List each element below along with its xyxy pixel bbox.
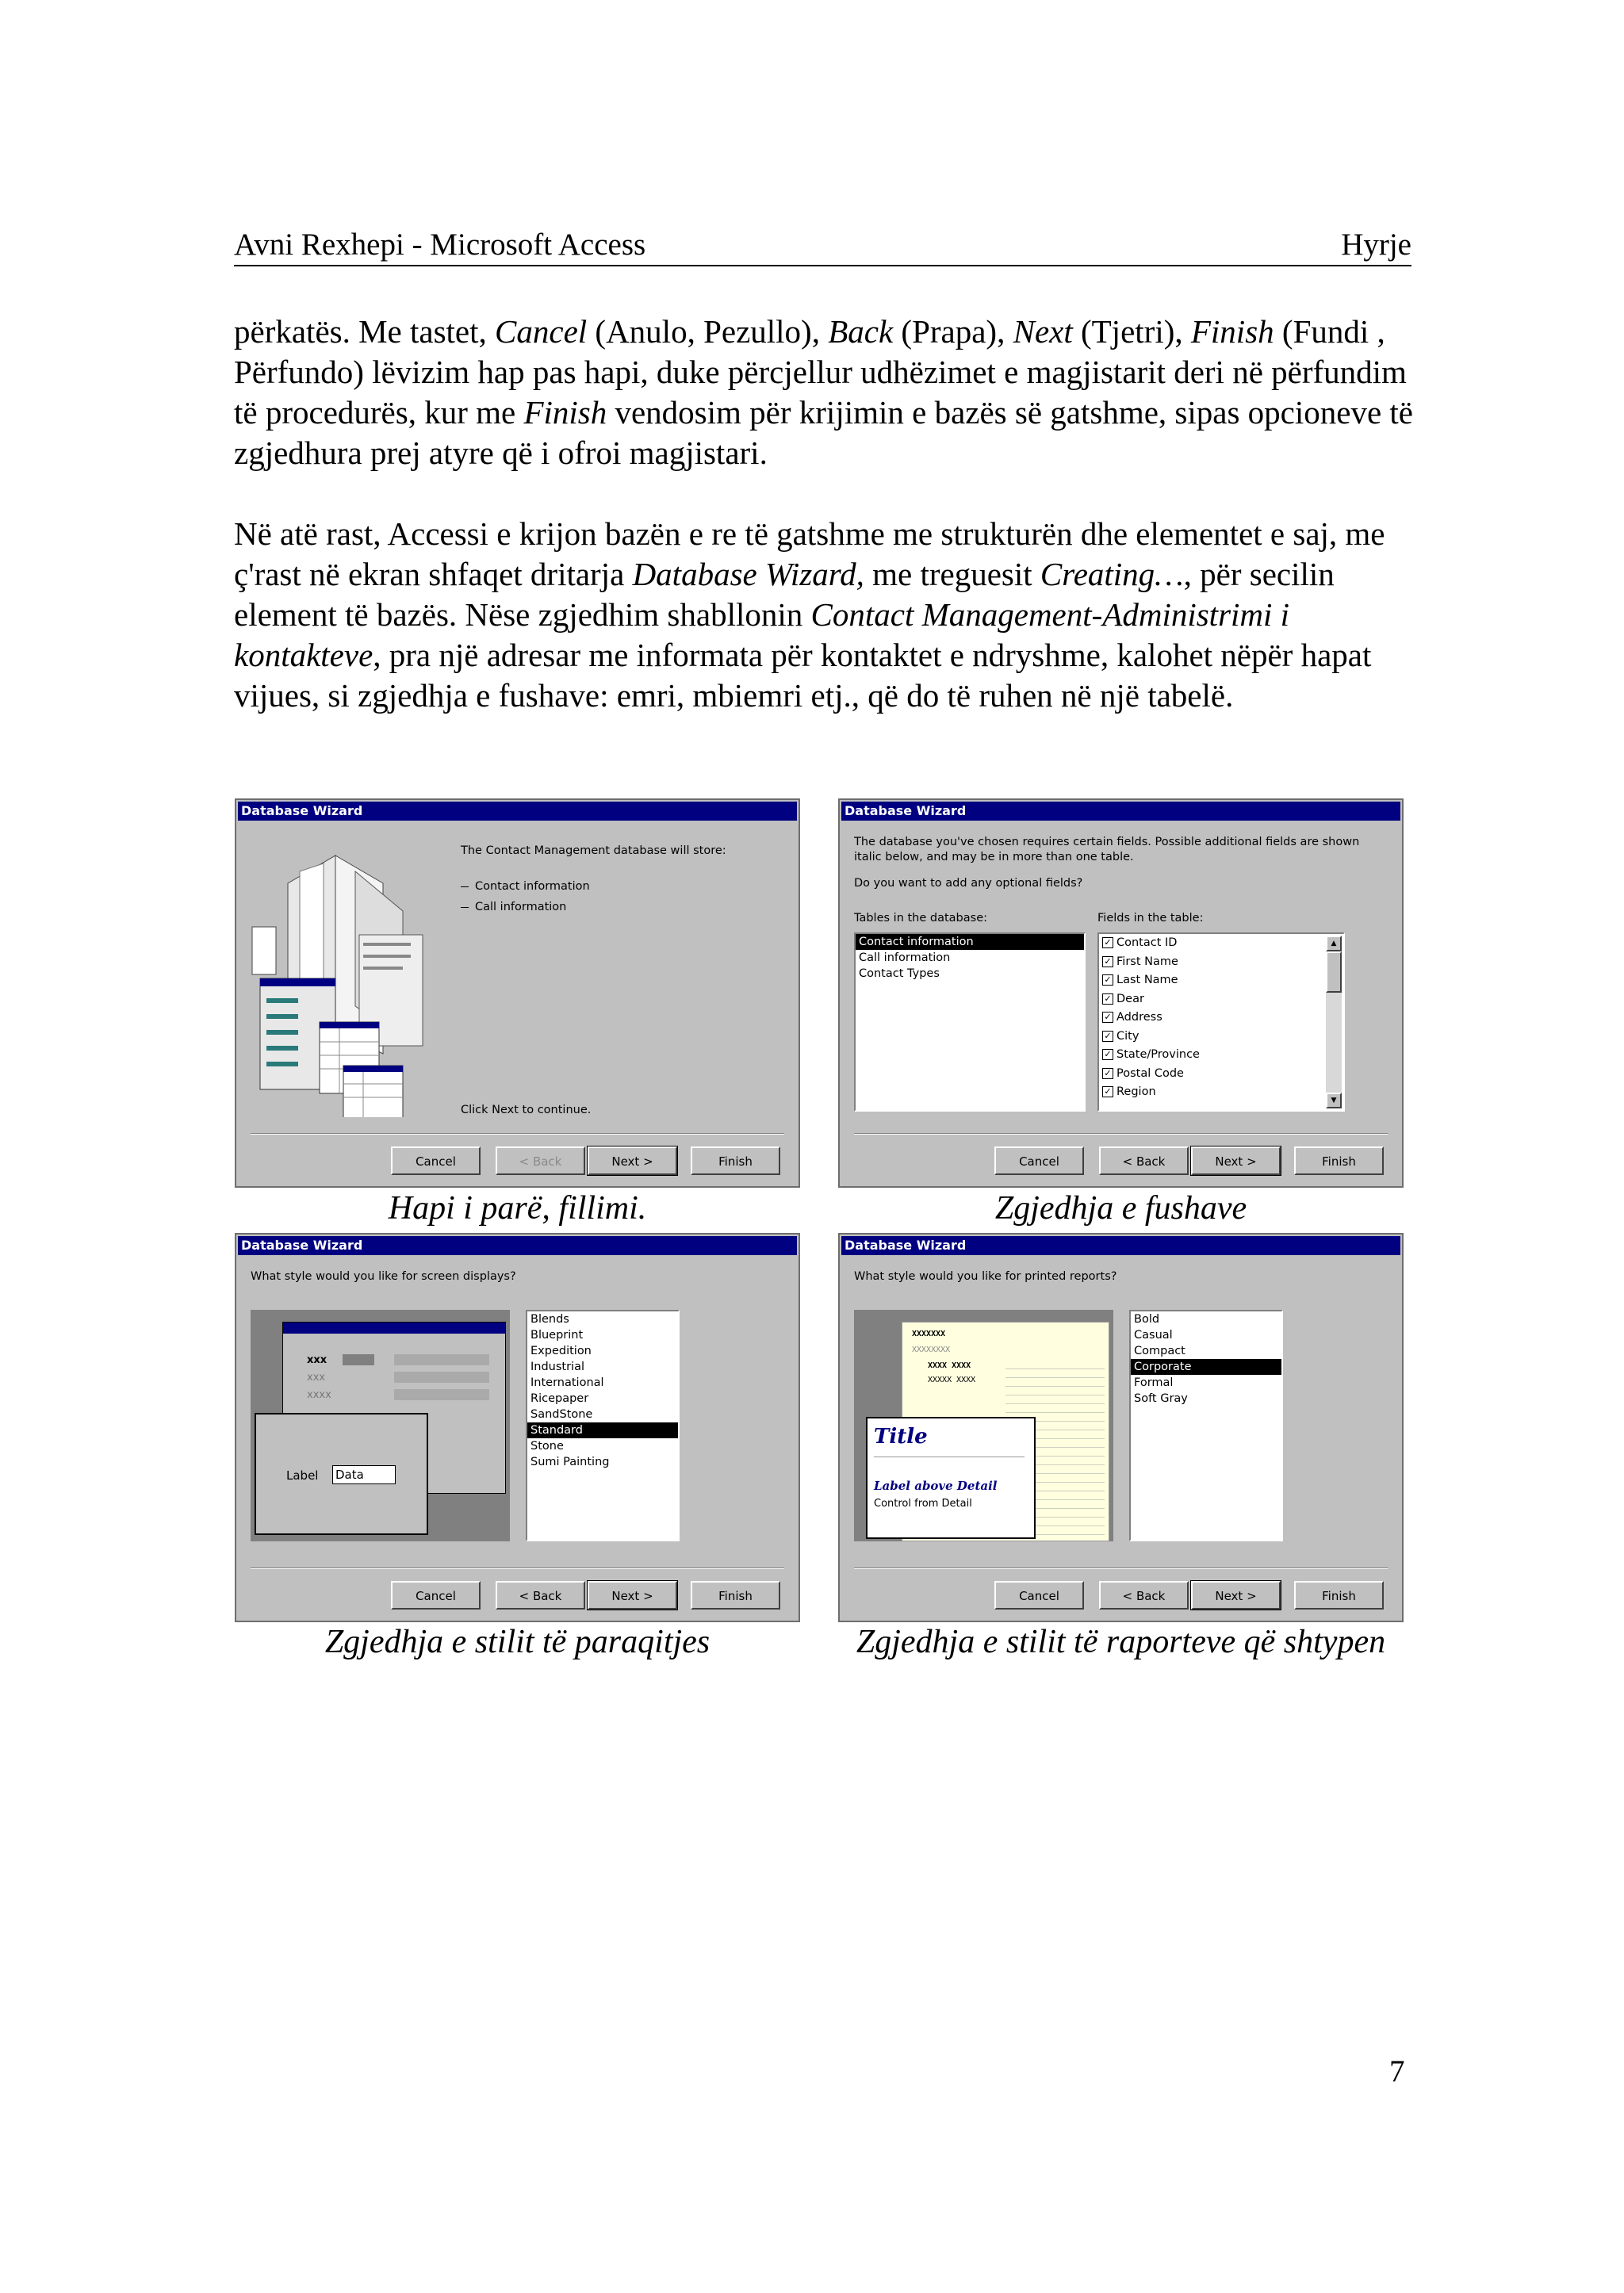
field-checkbox-item[interactable]	[1099, 1083, 1343, 1102]
checkbox-checked-icon[interactable]: ✓	[1102, 974, 1113, 986]
fields-label: Fields in the table:	[1097, 912, 1204, 924]
field-checkbox-item[interactable]	[1099, 990, 1343, 1009]
wizard-step-4-screenshot	[838, 1233, 1404, 1622]
preview-zoom-box	[866, 1417, 1036, 1539]
header-author-title: Avni Rexhepi - Microsoft Access	[234, 228, 646, 262]
list-item[interactable]: Ricepaper	[530, 1392, 589, 1405]
tables-listbox[interactable]	[854, 932, 1086, 1112]
italic-term: Back	[828, 313, 894, 350]
list-item[interactable]: Sumi Painting	[530, 1456, 610, 1468]
list-item[interactable]: Industrial	[530, 1361, 585, 1373]
store-item	[461, 900, 566, 915]
field-checkbox-item[interactable]	[1099, 1009, 1343, 1028]
wizard-intro-text: The database you've chosen requires certain fields. Possible additional fields are shown italic below, and may be in more than one table.	[854, 836, 1360, 863]
preview-text: XXXXXXX	[912, 1330, 946, 1338]
report-styles-listbox[interactable]	[1129, 1310, 1283, 1541]
field-label: Region	[1116, 1085, 1156, 1098]
checkbox-checked-icon[interactable]: ✓	[1102, 1086, 1113, 1097]
field-label: First Name	[1116, 955, 1178, 968]
preview-data-field: Data	[332, 1465, 396, 1484]
finish-button[interactable]: Finish	[1294, 1581, 1384, 1610]
store-item-label: Contact information	[475, 880, 590, 893]
field-label: Contact ID	[1116, 936, 1178, 949]
text: , për secilin element të bazës. Nëse zgjedhim shabllonin	[234, 556, 1335, 633]
separator	[854, 1133, 1388, 1135]
checkbox-checked-icon[interactable]: ✓	[1102, 937, 1113, 948]
cancel-button[interactable]: Cancel	[994, 1581, 1084, 1610]
scroll-up-icon[interactable]: ▲	[1326, 936, 1342, 951]
paragraph-1	[234, 312, 1415, 473]
checkbox-checked-icon[interactable]: ✓	[1102, 1031, 1113, 1042]
finish-button[interactable]: Finish	[1294, 1146, 1384, 1175]
field-checkbox-item[interactable]	[1099, 953, 1343, 972]
finish-button[interactable]: Finish	[691, 1581, 780, 1610]
preview-label: Label	[286, 1468, 319, 1483]
preview-text: XXXXX XXXX	[928, 1376, 976, 1384]
preview-title: Title	[874, 1425, 928, 1449]
store-item-label: Call information	[475, 901, 567, 913]
screen-style-question: What style would you like for screen displays?	[251, 1270, 516, 1283]
italic-term: Cancel	[495, 313, 588, 350]
back-button[interactable]: < Back	[496, 1581, 585, 1610]
optional-fields-question: Do you want to add any optional fields?	[854, 877, 1083, 890]
wizard-title-bar: Database Wizard	[841, 802, 1400, 821]
caption-step-2: Zgjedhja e fushave	[994, 1190, 1247, 1227]
page-header	[234, 224, 1411, 266]
text: vendosim për krijimin e bazës së gatshme, sipas opcioneve të zgjedhura prej atyre që i ofroi magjistari.	[234, 394, 1413, 471]
preview-field	[343, 1354, 374, 1365]
preview-control: Control from Detail	[874, 1498, 972, 1510]
wizard-step-1-screenshot	[235, 798, 800, 1188]
italic-term: Contact Management-Administrimi i kontakteve	[234, 596, 1290, 673]
finish-button[interactable]: Finish	[691, 1146, 780, 1175]
wizard-step-3-screenshot	[235, 1233, 800, 1622]
field-label: Last Name	[1116, 974, 1178, 986]
list-item[interactable]: Bold	[1134, 1313, 1160, 1326]
field-label: Dear	[1116, 992, 1144, 1005]
database-illustration-icon	[244, 840, 442, 1117]
preview-field	[394, 1372, 489, 1383]
list-item[interactable]: Blends	[530, 1313, 569, 1326]
cancel-button[interactable]: Cancel	[391, 1146, 481, 1175]
preview-field	[394, 1354, 489, 1365]
screen-style-preview	[251, 1310, 510, 1541]
continue-text: Click Next to continue.	[461, 1104, 592, 1116]
checkbox-checked-icon[interactable]: ✓	[1102, 1049, 1113, 1060]
separator	[251, 1133, 784, 1135]
field-label: City	[1116, 1029, 1139, 1043]
list-item[interactable]: Compact	[1134, 1345, 1185, 1357]
italic-term: Finish	[523, 394, 607, 431]
list-item[interactable]: Contact information	[856, 934, 1084, 950]
field-label: State/Province	[1116, 1048, 1200, 1061]
store-item	[461, 879, 590, 894]
cancel-button[interactable]: Cancel	[994, 1146, 1084, 1175]
text: (Fundi , Përfundo) lëvizim hap pas hapi, duke përcjellur udhëzimet e magjistarit deri në përfundim të procedurës, kur me	[234, 313, 1407, 431]
field-checkbox-item[interactable]	[1099, 1028, 1343, 1047]
field-checkbox-item[interactable]	[1099, 1065, 1343, 1084]
caption-step-4: Zgjedhja e stilit të raporteve që shtypen	[856, 1624, 1386, 1660]
preview-xxx: xxx	[307, 1354, 327, 1366]
field-checkbox-item[interactable]	[1099, 1046, 1343, 1065]
text: Në atë rast, Accessi e krijon bazën e re të gatshme me strukturën dhe elementet e saj, me ç'rast në ekran shfaqet dritarja	[234, 515, 1385, 592]
list-item[interactable]: Formal	[1134, 1376, 1174, 1389]
back-button[interactable]: < Back	[496, 1146, 585, 1175]
report-style-question: What style would you like for printed reports?	[854, 1270, 1117, 1283]
vertical-scrollbar[interactable]	[1326, 936, 1342, 1108]
list-item-selected[interactable]: Corporate	[1131, 1359, 1281, 1375]
preview-text: XXXX XXXX	[928, 1361, 971, 1370]
field-checkbox-item[interactable]	[1099, 934, 1343, 953]
text: , pra një adresar me informata për kontaktet e ndryshme, kalohet nëpër hapat vijues, si zgjedhja e fushave: emri, mbiemri etj., që do të ruhen në një tabelë.	[234, 637, 1372, 714]
list-item-selected[interactable]: Standard	[527, 1422, 678, 1438]
preview-zoom-box	[255, 1413, 428, 1535]
list-item[interactable]: International	[530, 1376, 604, 1389]
text: (Prapa),	[893, 313, 1013, 350]
italic-term: Database Wizard,	[632, 556, 864, 592]
italic-term: Finish	[1190, 313, 1274, 350]
text: përkatës. Me tastet,	[234, 313, 496, 350]
screen-styles-listbox[interactable]	[526, 1310, 680, 1541]
list-item[interactable]: Soft Gray	[1134, 1392, 1188, 1405]
wizard-title-bar: Database Wizard	[841, 1236, 1400, 1255]
preview-label-above: Label above Detail	[874, 1479, 998, 1493]
caption-step-1: Hapi i parë, fillimi.	[388, 1190, 647, 1227]
separator	[854, 1568, 1388, 1569]
next-button[interactable]: Next >	[1191, 1146, 1281, 1175]
page-number: 7	[1389, 2054, 1405, 2088]
wizard-step-2-screenshot	[838, 798, 1404, 1188]
back-button[interactable]: < Back	[1099, 1146, 1189, 1175]
list-item[interactable]: Contact Types	[859, 967, 940, 980]
header-section: Hyrje	[1341, 228, 1411, 262]
list-item[interactable]: Stone	[530, 1440, 564, 1453]
next-button[interactable]: Next >	[588, 1146, 677, 1175]
wizard-intro-text: The Contact Management database will store:	[461, 844, 726, 857]
checkbox-checked-icon[interactable]: ✓	[1102, 1012, 1113, 1023]
preview-titlebar	[283, 1323, 505, 1334]
list-item[interactable]: Expedition	[530, 1345, 592, 1357]
list-item[interactable]: Casual	[1134, 1329, 1173, 1342]
preview-xxx: xxxx	[307, 1389, 331, 1401]
fields-listbox[interactable]	[1097, 932, 1345, 1112]
list-item[interactable]: SandStone	[530, 1408, 593, 1421]
text: (Tjetri),	[1072, 313, 1191, 350]
next-button[interactable]: Next >	[1191, 1581, 1281, 1610]
report-style-preview	[854, 1310, 1113, 1541]
checkbox-checked-icon[interactable]: ✓	[1102, 993, 1113, 1005]
italic-term: Next	[1013, 313, 1073, 350]
text: me treguesit	[864, 556, 1040, 592]
separator	[251, 1568, 784, 1569]
wizard-title-bar: Database Wizard	[238, 802, 797, 821]
list-item[interactable]: Call information	[859, 951, 951, 964]
paragraph-2	[234, 514, 1415, 716]
caption-step-3: Zgjedhja e stilit të paraqitjes	[324, 1624, 710, 1660]
field-checkbox-item[interactable]	[1099, 971, 1343, 990]
wizard-title-bar: Database Wizard	[238, 1236, 797, 1255]
list-item[interactable]: Blueprint	[530, 1329, 584, 1342]
italic-term: Creating…	[1040, 556, 1184, 592]
field-label: Address	[1116, 1011, 1162, 1024]
checkbox-checked-icon[interactable]: ✓	[1102, 956, 1113, 967]
field-label: Postal Code	[1116, 1066, 1184, 1080]
scroll-thumb[interactable]	[1326, 951, 1342, 993]
cancel-button[interactable]: Cancel	[391, 1581, 481, 1610]
next-button[interactable]: Next >	[588, 1581, 677, 1610]
tables-label: Tables in the database:	[854, 912, 988, 924]
checkbox-checked-icon[interactable]: ✓	[1102, 1068, 1113, 1079]
preview-field	[394, 1389, 489, 1400]
text: (Anulo, Pezullo),	[587, 313, 829, 350]
scroll-down-icon[interactable]: ▼	[1326, 1093, 1342, 1108]
preview-text: XXXXXXXX	[912, 1346, 951, 1354]
back-button[interactable]: < Back	[1099, 1581, 1189, 1610]
preview-xxx: xxx	[307, 1372, 326, 1384]
